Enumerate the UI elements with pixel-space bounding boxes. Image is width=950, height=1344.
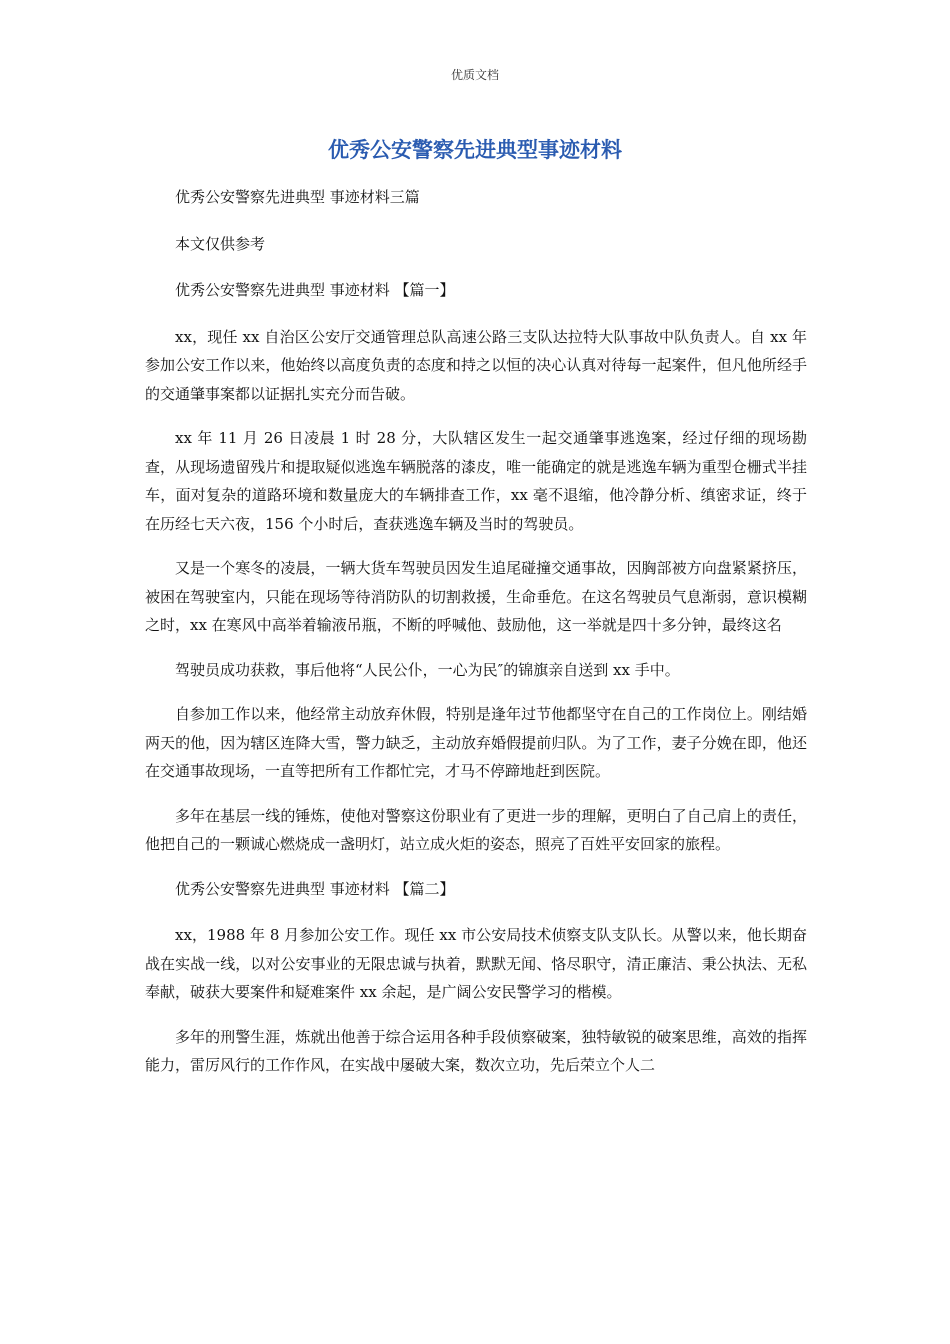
section-heading-2: 优秀公安警察先进典型 事迹材料 【篇二】 — [175, 879, 455, 898]
document-title: 优秀公安警察先进典型事迹材料 — [328, 138, 622, 162]
body-paragraph: 自参加工作以来，他经常主动放弃休假，特别是逢年过节他都坚守在自己的工作岗位上。刚结婚两天的他，因为辖区连降大雪，警力缺乏，主动放弃婚假提前归队。为了工作，妻子分娩在即，他还在交通事故现场，一直等把所有工作都忙完，才马不停蹄地赶到医院。 — [145, 705, 807, 780]
body-paragraph: 多年的刑警生涯，炼就出他善于综合运用各种手段侦察破案，独特敏锐的破案思维，高效的指挥能力，雷厉风行的工作作风，在实战中屡破大案，数次立功，先后荣立个人二 — [145, 1027, 807, 1074]
section-heading-1: 优秀公安警察先进典型 事迹材料 【篇一】 — [175, 281, 455, 299]
body-paragraph: xx 年 11 月 26 日凌晨 1 时 28 分，大队辖区发生一起交通肇事逃逸案，经过仔细的现场勘查，从现场遗留残片和提取疑似逃逸车辆脱落的漆皮，唯一能确定的就是逃逸车辆为重型仓栅式半挂车，面对复杂的道路环境和数量庞大的车辆排查工作，xx 毫不退缩，他冷静分析、缜密求证，终于在历经七天六夜，156 个小时后，查获逃逸车辆及当时的驾驶员。 — [145, 429, 807, 533]
body-paragraph: 驾驶员成功获救，事后他将“人民公仆，一心为民″的锦旗亲自送到 xx 手中。 — [175, 660, 680, 679]
body-paragraph: xx，现任 xx 自治区公安厅交通管理总队高速公路三支队达拉特大队事故中队负责人。自 xx 年参加公安工作以来，他始终以高度负责的态度和持之以恒的决心认真对待每一起案件，但凡他所经手的交通肇事案都以证据扎实充分而告破。 — [145, 327, 807, 403]
subtitle-paragraph: 优秀公安警察先进典型 事迹材料三篇 — [175, 188, 420, 206]
document-body — [145, 183, 807, 1080]
body-paragraph: 多年在基层一线的锤炼，使他对警察这份职业有了更进一步的理解，更明白了自己肩上的责任，他把自己的一颗诚心燃烧成一盏明灯，站立成火炬的姿态，照亮了百姓平安回家的旅程。 — [145, 806, 807, 853]
body-paragraph: xx，1988 年 8 月参加公安工作。现任 xx 市公安局技术侦察支队支队长。从警以来，他长期奋战在实战一线，以对公安事业的无限忠诚与执着，默默无闻、恪尽职守，清正廉洁、秉公执法、无私奉献，破获大要案件和疑难案件 xx 余起，是广阔公安民警学习的楷模。 — [145, 926, 807, 1001]
page-header: 优质文档 — [450, 68, 499, 82]
reference-note: 本文仅供参考 — [175, 234, 266, 253]
body-paragraph: 又是一个寒冬的凌晨，一辆大货车驾驶员因发生追尾碰撞交通事故，因胸部被方向盘紧紧挤压，被困在驾驶室内，只能在现场等待消防队的切割救援，生命垂危。在这名驾驶员气息渐弱，意识模糊之时，xx 在寒风中高举着输液吊瓶，不断的呼喊他、鼓励他，这一举就是四十多分钟，最终这名 — [145, 559, 807, 634]
